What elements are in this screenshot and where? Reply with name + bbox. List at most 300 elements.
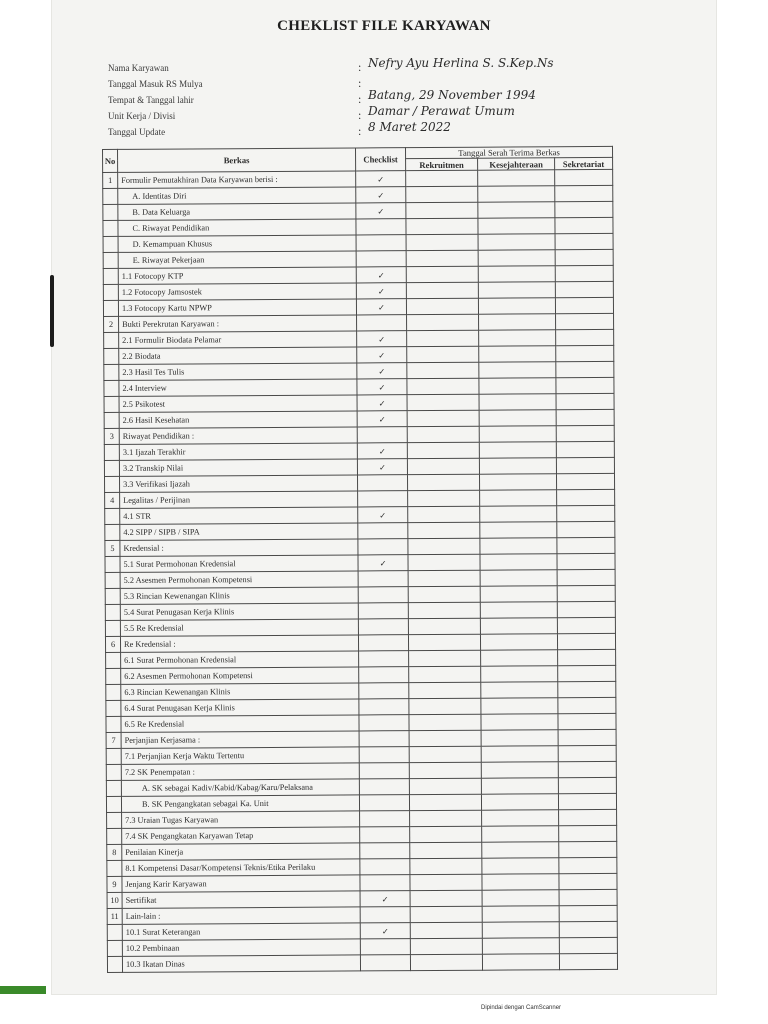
row-number: 11 — [107, 908, 122, 924]
row-number: 3 — [104, 428, 119, 444]
row-checklist — [356, 171, 406, 187]
info-colon: : — [358, 92, 362, 106]
header-kesejahteraan: Kesejahteraan — [478, 158, 555, 170]
row-number: 7 — [106, 732, 121, 748]
row-rekruitmen — [408, 634, 480, 650]
row-berkas: Perjanjian Kerjasama : — [121, 731, 359, 748]
row-rekruitmen — [407, 394, 479, 410]
info-colon: : — [358, 108, 362, 122]
row-checklist — [358, 507, 408, 523]
row-number — [103, 188, 118, 204]
checkmark-icon: ✓ — [378, 333, 386, 344]
row-kesejahteraan — [480, 602, 557, 618]
row-rekruitmen — [409, 730, 481, 746]
row-checklist — [357, 379, 407, 395]
row-kesejahteraan — [480, 586, 557, 602]
row-berkas: E. Riwayat Pekerjaan — [118, 251, 356, 268]
checkmark-icon: ✓ — [378, 381, 386, 392]
row-kesejahteraan — [482, 906, 559, 922]
row-sekretariat — [558, 697, 616, 713]
row-berkas: D. Kemampuan Khusus — [118, 235, 356, 252]
row-kesejahteraan — [481, 714, 558, 730]
row-kesejahteraan — [481, 746, 558, 762]
header-rekruitmen: Rekruitmen — [406, 158, 478, 170]
row-checklist — [360, 827, 410, 843]
row-kesejahteraan — [479, 458, 556, 474]
row-number — [104, 444, 119, 460]
row-berkas: 2.1 Formulir Biodata Pelamar — [119, 331, 357, 348]
checkmark-icon: ✓ — [378, 349, 386, 360]
row-berkas: 5.1 Surat Permohonan Kredensial — [120, 555, 358, 572]
checkmark-icon: ✓ — [378, 461, 386, 472]
row-berkas: 1.1 Fotocopy KTP — [118, 267, 356, 284]
checkmark-icon: ✓ — [379, 557, 387, 568]
row-rekruitmen — [408, 554, 480, 570]
row-kesejahteraan — [481, 778, 558, 794]
row-number — [103, 236, 118, 252]
row-sekretariat — [556, 377, 614, 393]
row-number — [105, 524, 120, 540]
row-sekretariat — [559, 937, 617, 953]
row-kesejahteraan — [478, 266, 555, 282]
row-checklist — [359, 667, 409, 683]
row-berkas: 3.3 Verifikasi Ijazah — [120, 475, 358, 492]
row-berkas: 5.4 Surat Penugasan Kerja Klinis — [120, 603, 358, 620]
row-checklist — [356, 203, 406, 219]
row-sekretariat — [557, 569, 615, 585]
row-rekruitmen — [407, 378, 479, 394]
row-sekretariat — [557, 489, 615, 505]
row-rekruitmen — [407, 426, 479, 442]
row-checklist — [358, 635, 408, 651]
row-number: 10 — [107, 892, 122, 908]
row-checklist — [359, 795, 409, 811]
row-berkas: Penilaian Kinerja — [122, 843, 360, 860]
row-rekruitmen — [409, 650, 481, 666]
row-number — [107, 924, 122, 940]
row-rekruitmen — [406, 282, 478, 298]
header-checklist: Checklist — [355, 148, 405, 171]
row-sekretariat — [556, 393, 614, 409]
info-handwritten-value: Batang, 29 November 1994 — [368, 88, 536, 102]
row-berkas: Lain-lain : — [122, 907, 360, 924]
info-colon: : — [358, 60, 362, 74]
row-berkas: 3.2 Transkip Nilai — [119, 459, 357, 476]
row-rekruitmen — [409, 762, 481, 778]
row-sekretariat — [558, 793, 616, 809]
row-number — [105, 572, 120, 588]
row-rekruitmen — [409, 778, 481, 794]
row-number: 8 — [107, 844, 122, 860]
row-number — [105, 588, 120, 604]
row-sekretariat — [558, 665, 616, 681]
row-checklist — [358, 603, 408, 619]
row-berkas: Legalitas / Perijinan — [120, 491, 358, 508]
row-berkas: A. Identitas Diri — [118, 187, 356, 204]
row-checklist — [358, 491, 408, 507]
row-berkas: 10.2 Pembinaan — [122, 939, 360, 956]
row-number — [103, 204, 118, 220]
row-rekruitmen — [409, 714, 481, 730]
checklist-table — [102, 146, 618, 973]
row-number — [106, 716, 121, 732]
row-rekruitmen — [407, 362, 479, 378]
row-kesejahteraan — [480, 538, 557, 554]
row-sekretariat — [557, 617, 615, 633]
row-checklist — [358, 539, 408, 555]
info-label: Unit Kerja / Divisi — [108, 111, 176, 121]
row-checklist — [360, 907, 410, 923]
row-kesejahteraan — [478, 218, 555, 234]
header-no: No — [103, 149, 118, 172]
info-colon: : — [358, 124, 362, 138]
row-rekruitmen — [406, 234, 478, 250]
row-rekruitmen — [407, 346, 479, 362]
row-checklist — [357, 475, 407, 491]
row-berkas: C. Riwayat Pendidikan — [118, 219, 356, 236]
row-kesejahteraan — [478, 250, 555, 266]
row-rekruitmen — [408, 522, 480, 538]
row-checklist — [357, 427, 407, 443]
checkmark-icon: ✓ — [377, 301, 385, 312]
row-kesejahteraan — [480, 554, 557, 570]
row-kesejahteraan — [482, 874, 559, 890]
row-checklist — [358, 571, 408, 587]
row-berkas: 1.3 Fotocopy Kartu NPWP — [118, 299, 356, 316]
row-rekruitmen — [408, 586, 480, 602]
row-number — [104, 380, 119, 396]
row-berkas: 6.3 Rincian Kewenangan Klinis — [121, 683, 359, 700]
row-rekruitmen — [408, 602, 480, 618]
row-number — [105, 604, 120, 620]
checkmark-icon: ✓ — [377, 173, 385, 184]
row-sekretariat — [559, 953, 617, 969]
row-checklist — [358, 619, 408, 635]
row-checklist — [360, 875, 410, 891]
scanner-watermark: Dipindai dengan CamScanner — [481, 1005, 562, 1011]
row-berkas: 1.2 Fotocopy Jamsostek — [118, 283, 356, 300]
row-berkas: 6.4 Surat Penugasan Kerja Klinis — [121, 699, 359, 716]
row-checklist — [359, 651, 409, 667]
row-checklist — [359, 731, 409, 747]
row-rekruitmen — [409, 698, 481, 714]
row-berkas: 6.2 Asesmen Permohonan Kompetensi — [121, 667, 359, 684]
row-checklist — [357, 459, 407, 475]
row-sekretariat — [556, 441, 614, 457]
row-rekruitmen — [406, 266, 478, 282]
row-kesejahteraan — [482, 858, 559, 874]
row-rekruitmen — [406, 218, 478, 234]
row-kesejahteraan — [478, 298, 555, 314]
row-sekretariat — [557, 505, 615, 521]
row-rekruitmen — [406, 250, 478, 266]
row-number — [104, 396, 119, 412]
row-rekruitmen — [410, 938, 482, 954]
scan-edge-mark — [0, 986, 46, 994]
row-berkas: 2.4 Interview — [119, 379, 357, 396]
row-sekretariat — [557, 601, 615, 617]
row-checklist — [360, 859, 410, 875]
row-number — [106, 684, 121, 700]
row-sekretariat — [555, 265, 613, 281]
row-number — [105, 476, 120, 492]
row-berkas: 7.4 SK Pengangkatan Karyawan Tetap — [122, 827, 360, 844]
row-checklist — [356, 251, 406, 267]
row-kesejahteraan — [478, 234, 555, 250]
row-kesejahteraan — [479, 346, 556, 362]
info-label: Tempat & Tanggal lahir — [108, 95, 194, 105]
info-handwritten-value: 8 Maret 2022 — [368, 120, 451, 134]
row-kesejahteraan — [479, 314, 556, 330]
row-kesejahteraan — [481, 794, 558, 810]
row-rekruitmen — [409, 666, 481, 682]
row-sekretariat — [559, 825, 617, 841]
row-number — [107, 828, 122, 844]
row-rekruitmen — [407, 474, 479, 490]
row-kesejahteraan — [481, 650, 558, 666]
checkmark-icon: ✓ — [377, 269, 385, 280]
row-kesejahteraan — [478, 170, 555, 186]
row-number — [105, 508, 120, 524]
row-sekretariat — [556, 425, 614, 441]
row-sekretariat — [555, 281, 613, 297]
row-number — [103, 284, 118, 300]
row-sekretariat — [555, 217, 613, 233]
row-checklist — [356, 299, 406, 315]
info-row — [108, 56, 708, 76]
row-rekruitmen — [408, 490, 480, 506]
row-berkas: Bukti Perekrutan Karyawan : — [119, 315, 357, 332]
row-sekretariat — [559, 889, 617, 905]
row-berkas: 7.1 Perjanjian Kerja Waktu Tertentu — [121, 747, 359, 764]
row-kesejahteraan — [479, 330, 556, 346]
row-kesejahteraan — [481, 666, 558, 682]
row-checklist — [359, 699, 409, 715]
row-kesejahteraan — [480, 490, 557, 506]
row-sekretariat — [559, 921, 617, 937]
row-sekretariat — [559, 857, 617, 873]
row-number — [106, 668, 121, 684]
info-row — [108, 120, 708, 140]
row-number: 4 — [105, 492, 120, 508]
row-number — [106, 652, 121, 668]
row-berkas: 10.3 Ikatan Dinas — [122, 955, 360, 972]
row-rekruitmen — [406, 170, 478, 186]
row-checklist — [357, 395, 407, 411]
row-checklist — [360, 811, 410, 827]
row-sekretariat — [558, 713, 616, 729]
row-rekruitmen — [409, 746, 481, 762]
row-rekruitmen — [409, 794, 481, 810]
row-rekruitmen — [407, 314, 479, 330]
document-title: CHEKLIST FILE KARYAWAN — [277, 18, 491, 34]
row-kesejahteraan — [480, 522, 557, 538]
row-number — [107, 956, 122, 972]
row-number — [103, 220, 118, 236]
info-handwritten-value: Nefry Ayu Herlina S. S.Kep.Ns — [368, 56, 554, 70]
row-sekretariat — [559, 841, 617, 857]
row-number — [106, 748, 121, 764]
row-checklist — [360, 939, 410, 955]
row-number — [104, 332, 119, 348]
row-berkas: 3.1 Ijazah Terakhir — [119, 443, 357, 460]
row-sekretariat — [556, 361, 614, 377]
row-rekruitmen — [408, 538, 480, 554]
row-checklist — [357, 411, 407, 427]
row-rekruitmen — [410, 842, 482, 858]
row-checklist — [356, 283, 406, 299]
row-berkas: 4.2 SIPP / SIPB / SIPA — [120, 523, 358, 540]
row-berkas: 2.3 Hasil Tes Tulis — [119, 363, 357, 380]
row-berkas: B. SK Pengangkatan sebagai Ka. Unit — [121, 795, 359, 812]
row-kesejahteraan — [481, 698, 558, 714]
row-checklist — [356, 235, 406, 251]
row-berkas: A. SK sebagai Kadiv/Kabid/Kabag/Karu/Pelaksana — [121, 779, 359, 796]
row-berkas: Re Kredensial : — [120, 635, 358, 652]
row-number: 1 — [103, 172, 118, 188]
row-rekruitmen — [410, 858, 482, 874]
row-checklist — [357, 347, 407, 363]
row-kesejahteraan — [478, 186, 555, 202]
row-rekruitmen — [409, 682, 481, 698]
row-checklist — [356, 187, 406, 203]
row-sekretariat — [556, 329, 614, 345]
info-label: Tanggal Masuk RS Mulya — [108, 79, 203, 89]
row-kesejahteraan — [479, 442, 556, 458]
row-berkas: B. Data Keluarga — [118, 203, 356, 220]
binder-clip — [50, 275, 54, 347]
row-number: 5 — [105, 540, 120, 556]
row-berkas: Jenjang Karir Karyawan — [122, 875, 360, 892]
row-number — [104, 364, 119, 380]
row-kesejahteraan — [480, 634, 557, 650]
row-kesejahteraan — [480, 506, 557, 522]
row-checklist — [358, 587, 408, 603]
row-number — [107, 860, 122, 876]
table-row — [107, 953, 617, 972]
checkmark-icon: ✓ — [381, 925, 389, 936]
row-number — [105, 620, 120, 636]
row-number — [103, 300, 118, 316]
row-sekretariat — [558, 777, 616, 793]
row-rekruitmen — [407, 458, 479, 474]
row-berkas: 7.3 Uraian Tugas Karyawan — [122, 811, 360, 828]
row-checklist — [359, 763, 409, 779]
row-kesejahteraan — [479, 362, 556, 378]
checkmark-icon: ✓ — [377, 189, 385, 200]
row-sekretariat — [556, 409, 614, 425]
row-sekretariat — [556, 345, 614, 361]
row-rekruitmen — [406, 298, 478, 314]
row-rekruitmen — [407, 442, 479, 458]
row-kesejahteraan — [481, 762, 558, 778]
checkmark-icon: ✓ — [377, 205, 385, 216]
row-checklist — [359, 715, 409, 731]
row-berkas: 2.5 Psikotest — [119, 395, 357, 412]
row-checklist — [357, 315, 407, 331]
row-berkas: 2.2 Biodata — [119, 347, 357, 364]
row-number — [106, 764, 121, 780]
checkmark-icon: ✓ — [377, 285, 385, 296]
row-sekretariat — [556, 457, 614, 473]
row-sekretariat — [558, 761, 616, 777]
row-rekruitmen — [406, 186, 478, 202]
row-berkas: 5.2 Asesmen Permohonan Kompetensi — [120, 571, 358, 588]
checkmark-icon: ✓ — [378, 413, 386, 424]
row-kesejahteraan — [482, 938, 559, 954]
header-tanggal-serah-terima: Tanggal Serah Terima Berkas — [405, 146, 612, 158]
row-berkas: Riwayat Pendidikan : — [119, 427, 357, 444]
row-checklist — [356, 219, 406, 235]
row-sekretariat — [555, 185, 613, 201]
header-sekretariat: Sekretariat — [555, 157, 613, 169]
row-number — [103, 268, 118, 284]
row-berkas: 8.1 Kompetensi Dasar/Kompetensi Teknis/Etika Perilaku — [122, 859, 360, 876]
info-label: Nama Karyawan — [108, 63, 169, 73]
row-number — [104, 412, 119, 428]
row-sekretariat — [557, 633, 615, 649]
row-rekruitmen — [408, 618, 480, 634]
row-sekretariat — [555, 233, 613, 249]
row-sekretariat — [558, 745, 616, 761]
row-number — [103, 252, 118, 268]
row-sekretariat — [558, 649, 616, 665]
row-rekruitmen — [407, 330, 479, 346]
row-number — [106, 796, 121, 812]
row-rekruitmen — [410, 874, 482, 890]
row-checklist — [359, 683, 409, 699]
header-berkas: Berkas — [118, 148, 356, 172]
row-checklist — [360, 843, 410, 859]
row-kesejahteraan — [482, 890, 559, 906]
row-number — [106, 700, 121, 716]
row-kesejahteraan — [479, 378, 556, 394]
checkmark-icon: ✓ — [381, 893, 389, 904]
row-kesejahteraan — [480, 618, 557, 634]
employee-info — [108, 56, 708, 140]
row-sekretariat — [556, 473, 614, 489]
row-checklist — [357, 363, 407, 379]
row-number: 6 — [105, 636, 120, 652]
row-kesejahteraan — [482, 842, 559, 858]
row-sekretariat — [558, 729, 616, 745]
row-berkas: 2.6 Hasil Kesehatan — [119, 411, 357, 428]
row-checklist — [357, 443, 407, 459]
row-kesejahteraan — [480, 570, 557, 586]
row-berkas: 7.2 SK Penempatan : — [121, 763, 359, 780]
row-rekruitmen — [410, 922, 482, 938]
row-number — [104, 348, 119, 364]
row-checklist — [356, 267, 406, 283]
row-berkas: 5.5 Re Kredensial — [120, 619, 358, 636]
row-kesejahteraan — [482, 810, 559, 826]
row-kesejahteraan — [482, 826, 559, 842]
row-berkas: 5.3 Rincian Kewenangan Klinis — [120, 587, 358, 604]
row-rekruitmen — [410, 826, 482, 842]
row-checklist — [360, 923, 410, 939]
row-rekruitmen — [410, 890, 482, 906]
checkmark-icon: ✓ — [378, 445, 386, 456]
row-rekruitmen — [408, 506, 480, 522]
row-sekretariat — [557, 521, 615, 537]
row-number — [106, 780, 121, 796]
row-sekretariat — [555, 249, 613, 265]
row-number — [104, 460, 119, 476]
row-checklist — [360, 955, 410, 971]
row-rekruitmen — [408, 570, 480, 586]
row-berkas: Sertifikat — [122, 891, 360, 908]
row-sekretariat — [559, 905, 617, 921]
